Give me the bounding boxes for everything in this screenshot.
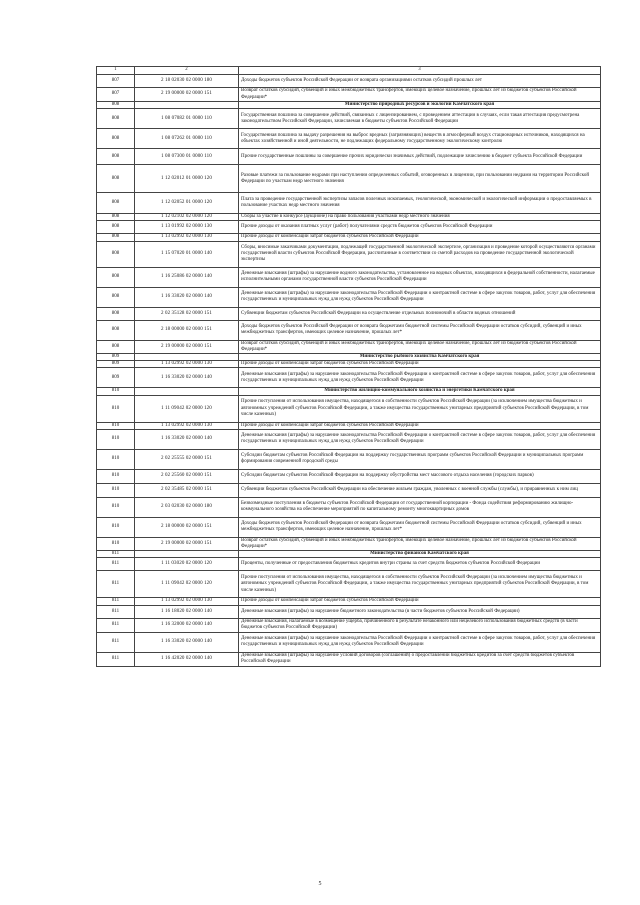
budget-classification-code-cell: 1 11 09042 02 0000 120: [135, 395, 239, 422]
admin-code-cell: 808: [97, 109, 135, 129]
admin-code-cell: 811: [97, 618, 135, 632]
table-row: [97, 652, 601, 666]
table-row: [97, 340, 601, 353]
revenue-name-cell: Субвенции бюджетам субъектов Российской Федерации на осуществление отдельных полномочий в области водных отношений: [239, 307, 601, 320]
table-row: [97, 88, 601, 102]
table-row: [97, 75, 601, 88]
admin-code-cell: 808: [97, 320, 135, 340]
ministry-heading-row: [97, 388, 601, 395]
budget-revenue-table: [96, 66, 601, 667]
revenue-name-cell: Денежные взыскания (штрафы) за нарушение законодательства Российской Федерации о контрактной системе в сфере закупок товаров, работ, услуг для обеспечения государственных и муниципальных нужд для нужд субъектов Российской Федерации: [239, 429, 601, 449]
revenue-name-cell: Прочие государственные пошлины за совершение прочих юридически значимых действий, подлежащие зачислению в бюджет субъекта Российской Федерации: [239, 149, 601, 165]
column-number-3: 3: [239, 67, 601, 75]
budget-classification-code-cell: 1 13 02992 02 0000 130: [135, 422, 239, 429]
ministry-heading-row: [97, 102, 601, 109]
revenue-name-cell: Доходы бюджетов субъектов Российской Федерации от возврата бюджетами бюджетной системы Российской Федерации остатков субсидий, субвенций и иных межбюджетных трансфертов, имеющих целевое назначение, прошлых лет*: [239, 320, 601, 340]
budget-classification-code-cell: 1 13 02992 02 0000 130: [135, 234, 239, 241]
admin-code-cell: 809: [97, 354, 135, 361]
admin-code-cell: 810: [97, 537, 135, 550]
budget-classification-code-cell: 2 02 25555 02 0000 151: [135, 449, 239, 469]
ministry-heading-row: [97, 354, 601, 361]
admin-code-cell: 808: [97, 267, 135, 287]
budget-classification-code-cell: 1 11 09042 02 0000 120: [135, 571, 239, 598]
budget-classification-code-cell: 1 15 07020 01 0000 140: [135, 241, 239, 267]
table-row: [97, 307, 601, 320]
budget-table-body: [97, 67, 601, 667]
table-row: [97, 320, 601, 340]
table-row: [97, 618, 601, 632]
admin-code-cell: 807: [97, 75, 135, 88]
admin-code-cell: 810: [97, 517, 135, 537]
ministry-name-cell: Министерство жилищно-коммунального хозяйства и энергетики Камчатского края: [239, 388, 601, 395]
revenue-name-cell: Денежные взыскания (штрафы) за нарушение условий договоров (соглашений) о предоставлении бюджетных кредитов за счет средств бюджетов субъектов Российской Федерации: [239, 652, 601, 666]
admin-code-cell: 808: [97, 307, 135, 320]
revenue-name-cell: Плата за проведение государственной экспертизы запасов полезных ископаемых, геологической, экономической и экологической информации о предоставляемых в пользование участках недр местного значения: [239, 193, 601, 214]
budget-classification-code-cell: 2 02 25560 02 0000 151: [135, 469, 239, 483]
budget-classification-code-cell: 1 08 07262 01 0000 110: [135, 129, 239, 149]
table-row: [97, 368, 601, 388]
admin-code-cell: 811: [97, 605, 135, 618]
budget-classification-code-cell: 1 11 03020 02 0000 120: [135, 558, 239, 571]
revenue-name-cell: Субсидии бюджетам субъектов Российской Федерации на поддержку государственных программ субъектов Российской Федерации и муниципальных программ формирования современной городской среды: [239, 449, 601, 469]
table-row: [97, 234, 601, 241]
budget-classification-code-cell: 2 18 00000 02 0000 151: [135, 517, 239, 537]
budget-classification-code-cell: 1 08 07300 01 0000 110: [135, 149, 239, 165]
table-row: [97, 149, 601, 165]
table-row: [97, 483, 601, 497]
budget-classification-code-cell: 2 19 00000 02 0000 151: [135, 537, 239, 550]
admin-code-cell: 810: [97, 422, 135, 429]
admin-code-cell: 808: [97, 241, 135, 267]
budget-classification-code-cell: [135, 354, 239, 361]
revenue-name-cell: Возврат остатков субсидий, субвенций и иных межбюджетных трансфертов, имеющих целевое назначение, прошлых лет из бюджетов субъектов Российской Федерации*: [239, 340, 601, 353]
revenue-name-cell: Денежные взыскания (штрафы) за нарушение законодательства Российской Федерации о контрактной системе в сфере закупок товаров, работ, услуг для обеспечения государственных и муниципальных нужд для нужд субъектов Российской Федерации: [239, 632, 601, 652]
revenue-name-cell: Денежные взыскания (штрафы) за нарушение законодательства Российской Федерации о контрактной системе в сфере закупок товаров, работ, услуг для обеспечения государственных и муниципальных нужд для нужд субъектов Российской Федерации: [239, 368, 601, 388]
admin-code-cell: 809: [97, 368, 135, 388]
table-row: [97, 517, 601, 537]
table-row: [97, 429, 601, 449]
budget-classification-code-cell: 1 13 01992 02 0000 130: [135, 221, 239, 234]
budget-classification-code-cell: 1 16 33020 02 0000 140: [135, 632, 239, 652]
budget-classification-code-cell: [135, 551, 239, 558]
table-row: [97, 193, 601, 214]
budget-classification-code-cell: 1 08 07082 01 0000 110: [135, 109, 239, 129]
table-row: [97, 109, 601, 129]
table-row: [97, 165, 601, 193]
budget-classification-code-cell: 1 16 33020 02 0000 140: [135, 287, 239, 307]
admin-code-cell: 807: [97, 88, 135, 102]
admin-code-cell: 810: [97, 388, 135, 395]
admin-code-cell: 810: [97, 497, 135, 517]
table-row: [97, 361, 601, 368]
table-row: [97, 497, 601, 517]
table-row: [97, 632, 601, 652]
admin-code-cell: 808: [97, 340, 135, 353]
budget-classification-code-cell: 1 12 02102 02 0000 120: [135, 214, 239, 221]
admin-code-cell: 808: [97, 149, 135, 165]
table-row: [97, 287, 601, 307]
revenue-name-cell: Разовые платежи за пользование недрами при наступлении определенных событий, оговоренных в лицензии, при пользовании недрами на территории Российской Федерации по участкам недр местного значения: [239, 165, 601, 193]
table-row: [97, 598, 601, 605]
ministry-heading-row: [97, 551, 601, 558]
table-row: [97, 605, 601, 618]
admin-code-cell: 811: [97, 558, 135, 571]
table-row: [97, 537, 601, 550]
admin-code-cell: 808: [97, 165, 135, 193]
revenue-name-cell: Денежные взыскания (штрафы) за нарушение законодательства Российской Федерации о контрактной системе в сфере закупок товаров, работ, услуг для обеспечения государственных и муниципальных нужд для нужд субъектов Российской Федерации: [239, 287, 601, 307]
column-number-1: 1: [97, 67, 135, 75]
revenue-name-cell: Государственная пошлина за совершение действий, связанных с лицензированием, с проведением аттестации в случаях, если такая аттестация предусмотрена законодательством Российской Федерации, зачисляемая в бюджеты субъектов Российской Федерации: [239, 109, 601, 129]
table-row: [97, 449, 601, 469]
revenue-name-cell: Денежные взыскания (штрафы) за нарушение бюджетного законодательства (в части бюджетов субъектов Российской Федерации): [239, 605, 601, 618]
budget-classification-code-cell: [135, 388, 239, 395]
budget-classification-code-cell: 1 16 18020 02 0000 140: [135, 605, 239, 618]
budget-classification-code-cell: 1 16 25086 02 0000 140: [135, 267, 239, 287]
admin-code-cell: 811: [97, 632, 135, 652]
budget-classification-code-cell: 2 19 00000 02 0000 151: [135, 340, 239, 353]
admin-code-cell: 808: [97, 129, 135, 149]
revenue-name-cell: Проценты, полученные от предоставления бюджетных кредитов внутри страны за счет средств бюджетов субъектов Российской Федерации: [239, 558, 601, 571]
table-row: [97, 221, 601, 234]
budget-classification-code-cell: 2 19 00000 02 0000 151: [135, 88, 239, 102]
page-number: 5: [318, 881, 322, 887]
admin-code-cell: 809: [97, 361, 135, 368]
admin-code-cell: 808: [97, 221, 135, 234]
admin-code-cell: 811: [97, 598, 135, 605]
admin-code-cell: 810: [97, 483, 135, 497]
table-header-row: [97, 67, 601, 75]
budget-classification-code-cell: 1 12 02012 01 0000 120: [135, 165, 239, 193]
revenue-name-cell: Возврат остатков субсидий, субвенций и иных межбюджетных трансфертов, имеющих целевое назначение, прошлых лет из бюджетов субъектов Российской Федерации*: [239, 537, 601, 550]
admin-code-cell: 808: [97, 234, 135, 241]
revenue-name-cell: Безвозмездные поступления в бюджеты субъектов Российской Федерации от государственной корпорации - Фонда содействия реформированию жилищно-коммунального хозяйства на обеспечение мероприятий по капитальному ремонту многоквартирных домов: [239, 497, 601, 517]
admin-code-cell: 810: [97, 469, 135, 483]
ministry-name-cell: Министерство природных ресурсов и экологии Камчатского края: [239, 102, 601, 109]
budget-classification-code-cell: 1 13 02992 02 0000 130: [135, 598, 239, 605]
revenue-name-cell: Прочие поступления от использования имущества, находящегося в собственности субъектов Российской Федерации (за исключением имущества бюджетных и автономных учреждений субъектов Российской Федерации, а также имущества государственных унитарных предприятий субъектов Российской Федерации, в том числе казенных): [239, 571, 601, 598]
revenue-name-cell: Государственная пошлина за выдачу разрешения на выброс вредных (загрязняющих) веществ в атмосферный воздух стационарных источников, находящихся на объектах хозяйственной и иной деятельности, не подлежащих федеральному государственному экологическому контролю: [239, 129, 601, 149]
revenue-name-cell: Прочие поступления от использования имущества, находящегося в собственности субъектов Российской Федерации (за исключением имущества бюджетных и автономных учреждений субъектов Российской Федерации, а также имущества государственных унитарных предприятий субъектов Российской Федерации, в том числе казенных): [239, 395, 601, 422]
table-row: [97, 422, 601, 429]
revenue-name-cell: Возврат остатков субсидий, субвенций и иных межбюджетных трансфертов, имеющих целевое назначение, прошлых лет из бюджетов субъектов Российской Федерации*: [239, 88, 601, 102]
revenue-name-cell: Прочие доходы от компенсации затрат бюджетов субъектов Российской Федерации: [239, 422, 601, 429]
budget-classification-code-cell: 1 16 33020 02 0000 140: [135, 429, 239, 449]
budget-classification-code-cell: 1 12 02052 01 0000 120: [135, 193, 239, 214]
admin-code-cell: 808: [97, 102, 135, 109]
revenue-name-cell: Прочие доходы от компенсации затрат бюджетов субъектов Российской Федерации: [239, 598, 601, 605]
admin-code-cell: 808: [97, 287, 135, 307]
table-row: [97, 214, 601, 221]
budget-classification-code-cell: 2 18 02030 02 0000 180: [135, 75, 239, 88]
table-row: [97, 129, 601, 149]
admin-code-cell: 808: [97, 214, 135, 221]
admin-code-cell: 808: [97, 193, 135, 214]
revenue-name-cell: Сборы за участие в конкурсе (аукционе) на право пользования участками недр местного значения: [239, 214, 601, 221]
revenue-name-cell: Субвенции бюджетам субъектов Российской Федерации на обеспечение жильем граждан, уволенных с военной службы (службы), и приравненных к ним лиц: [239, 483, 601, 497]
budget-classification-code-cell: 1 16 33020 02 0000 140: [135, 368, 239, 388]
column-number-2: 2: [135, 67, 239, 75]
admin-code-cell: 811: [97, 571, 135, 598]
budget-classification-code-cell: 2 03 02030 02 0000 180: [135, 497, 239, 517]
revenue-name-cell: Прочие доходы от компенсации затрат бюджетов субъектов Российской Федерации: [239, 361, 601, 368]
revenue-name-cell: Денежные взыскания, налагаемые в возмещение ущерба, причиненного в результате незаконного или нецелевого использования бюджетных средств (в части бюджетов субъектов Российской Федерации): [239, 618, 601, 632]
budget-table-sheet: [96, 66, 600, 667]
ministry-name-cell: Министерство финансов Камчатского края: [239, 551, 601, 558]
budget-classification-code-cell: 2 02 35485 02 0000 151: [135, 483, 239, 497]
revenue-name-cell: Доходы бюджетов субъектов Российской Федерации от возврата бюджетами бюджетной системы Российской Федерации остатков субсидий, субвенций и иных межбюджетных трансфертов, имеющих целевое назначение, прошлых лет*: [239, 517, 601, 537]
admin-code-cell: 810: [97, 449, 135, 469]
revenue-name-cell: Доходы бюджетов субъектов Российской Федерации от возврата организациями остатков субсидий прошлых лет: [239, 75, 601, 88]
budget-classification-code-cell: 1 13 02992 02 0000 130: [135, 361, 239, 368]
admin-code-cell: 810: [97, 429, 135, 449]
admin-code-cell: 810: [97, 395, 135, 422]
revenue-name-cell: Денежные взыскания (штрафы) за нарушение водного законодательства, установленное на водных объектах, находящихся в федеральной собственности, налагаемые исполнительными органами государственной власти субъектов Российской Федерации: [239, 267, 601, 287]
table-row: [97, 571, 601, 598]
table-row: [97, 267, 601, 287]
admin-code-cell: 811: [97, 652, 135, 666]
revenue-name-cell: Прочие доходы от компенсации затрат бюджетов субъектов Российской Федерации: [239, 234, 601, 241]
revenue-name-cell: Сборы, вносимые заказчиками документации, подлежащей государственной экологической экспертизе, организация и проведение которой осуществляются органами государственной власти субъектов Российской Федерации, рассчитанные в соответствии со сметой расходов на проведение государственной экологической экспертизы: [239, 241, 601, 267]
table-row: [97, 395, 601, 422]
ministry-name-cell: Министерство рыбного хозяйства Камчатского края: [239, 354, 601, 361]
revenue-name-cell: Субсидии бюджетам субъектов Российской Федерации на поддержку обустройства мест массового отдыха населения (городских парков): [239, 469, 601, 483]
revenue-name-cell: Прочие доходы от оказания платных услуг (работ) получателями средств бюджетов субъектов Российской Федерации: [239, 221, 601, 234]
table-row: [97, 558, 601, 571]
budget-classification-code-cell: 2 18 00000 02 0000 151: [135, 320, 239, 340]
budget-classification-code-cell: 2 02 35128 02 0000 151: [135, 307, 239, 320]
table-row: [97, 469, 601, 483]
table-row: [97, 241, 601, 267]
budget-classification-code-cell: [135, 102, 239, 109]
budget-classification-code-cell: 1 16 32000 02 0000 140: [135, 618, 239, 632]
admin-code-cell: 811: [97, 551, 135, 558]
budget-classification-code-cell: 1 16 42020 02 0000 140: [135, 652, 239, 666]
